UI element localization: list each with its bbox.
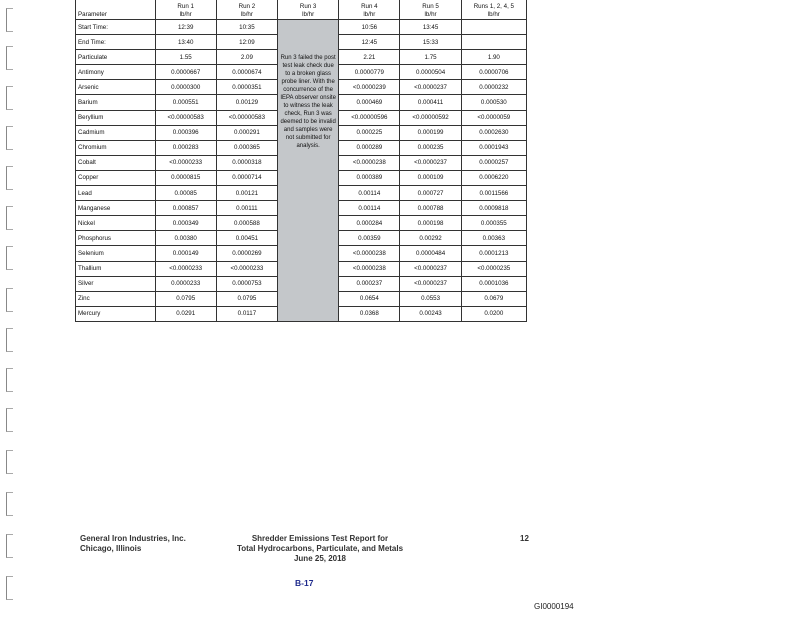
- run-2-cell: 0.000365: [216, 140, 277, 155]
- average-cell: 0.0009818: [461, 201, 526, 216]
- run-5-cell: <0.0000237: [400, 261, 461, 276]
- table-body: [76, 20, 527, 322]
- run-2-cell: 0.00111: [216, 201, 277, 216]
- parameter-cell: Start Time:: [76, 20, 156, 35]
- header-run-3: Run 3 lb/hr: [278, 0, 339, 20]
- run-2-cell: 0.0000351: [216, 80, 277, 95]
- run-4-cell: 0.000289: [339, 140, 400, 155]
- parameter-cell: Copper: [76, 170, 156, 185]
- run-4-cell: 0.000225: [339, 125, 400, 140]
- average-cell: 1.90: [461, 50, 526, 65]
- footer-company-location: Chicago, Illinois: [80, 544, 142, 553]
- run-5-cell: <0.00000592: [400, 110, 461, 125]
- run-2-cell: 0.0117: [216, 306, 277, 321]
- footer-report-date: June 25, 2018: [293, 554, 347, 563]
- run-4-cell: <0.00000596: [339, 110, 400, 125]
- average-cell: [461, 35, 526, 50]
- average-cell: 0.0200: [461, 306, 526, 321]
- run-5-cell: 13:45: [400, 20, 461, 35]
- run-1-cell: <0.00000583: [155, 110, 216, 125]
- average-cell: 0.00363: [461, 231, 526, 246]
- header-run-5: Run 5 lb/hr: [400, 0, 461, 20]
- header-average: Runs 1, 2, 4, 5 lb/hr: [461, 0, 526, 20]
- binder-hole: [6, 450, 13, 474]
- binder-hole: [6, 86, 13, 110]
- average-cell: 0.0000706: [461, 65, 526, 80]
- run-5-cell: 0.000727: [400, 186, 461, 201]
- parameter-cell: Chromium: [76, 140, 156, 155]
- run-5-cell: 0.0553: [400, 291, 461, 306]
- parameter-cell: Antimony: [76, 65, 156, 80]
- run-2-cell: 0.000588: [216, 216, 277, 231]
- run-5-cell: 0.000788: [400, 201, 461, 216]
- run-2-cell: 0.0000674: [216, 65, 277, 80]
- run-1-cell: 0.0291: [155, 306, 216, 321]
- footer-report-title: [220, 534, 420, 564]
- parameter-cell: Beryllium: [76, 110, 156, 125]
- run-5-cell: 0.0000484: [400, 246, 461, 261]
- run-1-cell: <0.0000233: [155, 155, 216, 170]
- average-cell: 0.000355: [461, 216, 526, 231]
- parameter-cell: Phosphorus: [76, 231, 156, 246]
- average-cell: 0.0001213: [461, 246, 526, 261]
- binder-hole: [6, 166, 13, 190]
- run-1-cell: 0.000149: [155, 246, 216, 261]
- parameter-cell: End Time:: [76, 35, 156, 50]
- run-5-cell: 0.000235: [400, 140, 461, 155]
- run-2-cell: 0.0000753: [216, 276, 277, 291]
- average-cell: 0.0002630: [461, 125, 526, 140]
- run-4-cell: 2.21: [339, 50, 400, 65]
- run-1-cell: 0.0000233: [155, 276, 216, 291]
- parameter-cell: Cadmium: [76, 125, 156, 140]
- average-cell: 0.0000257: [461, 155, 526, 170]
- parameter-cell: Manganese: [76, 201, 156, 216]
- run-4-cell: 0.000237: [339, 276, 400, 291]
- parameter-cell: Arsenic: [76, 80, 156, 95]
- run-5-cell: 0.0000504: [400, 65, 461, 80]
- binder-hole: [6, 576, 13, 600]
- header-parameter: Parameter: [76, 0, 156, 20]
- run-2-cell: 10:35: [216, 20, 277, 35]
- run-4-cell: <0.0000238: [339, 261, 400, 276]
- binder-hole: [6, 328, 13, 352]
- run-1-cell: 0.000551: [155, 95, 216, 110]
- parameter-cell: Mercury: [76, 306, 156, 321]
- run-1-cell: 0.0000300: [155, 80, 216, 95]
- run-4-cell: 0.000284: [339, 216, 400, 231]
- run-2-cell: 0.0000318: [216, 155, 277, 170]
- run-4-cell: 0.0654: [339, 291, 400, 306]
- bates-number: GI0000194: [534, 602, 574, 611]
- run-4-cell: 12:45: [339, 35, 400, 50]
- run-1-cell: 0.000349: [155, 216, 216, 231]
- run-2-cell: 0.00121: [216, 186, 277, 201]
- run-4-cell: 0.00114: [339, 201, 400, 216]
- run-1-cell: 1.55: [155, 50, 216, 65]
- binder-hole: [6, 534, 13, 558]
- binder-hole: [6, 368, 13, 392]
- run-5-cell: <0.0000237: [400, 155, 461, 170]
- run-4-cell: 0.000469: [339, 95, 400, 110]
- run-4-cell: 0.00114: [339, 186, 400, 201]
- run-1-cell: 0.00085: [155, 186, 216, 201]
- header-run-1: Run 1 lb/hr: [155, 0, 216, 20]
- run-2-cell: 0.0000714: [216, 170, 277, 185]
- run-4-cell: 0.0000779: [339, 65, 400, 80]
- average-cell: 0.0006220: [461, 170, 526, 185]
- parameter-cell: Silver: [76, 276, 156, 291]
- footer-company: [80, 534, 186, 554]
- footer-report-line: Total Hydrocarbons, Particulate, and Metals: [236, 544, 404, 553]
- binder-hole: [6, 408, 13, 432]
- binder-hole: [6, 46, 13, 70]
- run-5-cell: <0.0000237: [400, 80, 461, 95]
- run-2-cell: 0.000291: [216, 125, 277, 140]
- run-1-cell: 12:39: [155, 20, 216, 35]
- table-header-row: [76, 0, 527, 20]
- run-2-cell: <0.0000233: [216, 261, 277, 276]
- run-1-cell: 0.000283: [155, 140, 216, 155]
- run-1-cell: 0.00380: [155, 231, 216, 246]
- footer-company-name: General Iron Industries, Inc.: [80, 534, 186, 543]
- footer-report-line: Shredder Emissions Test Report for: [251, 534, 389, 543]
- average-cell: <0.0000059: [461, 110, 526, 125]
- run-1-cell: <0.0000233: [155, 261, 216, 276]
- header-run-2: Run 2 lb/hr: [216, 0, 277, 20]
- run-2-cell: 0.00451: [216, 231, 277, 246]
- run-5-cell: 0.00243: [400, 306, 461, 321]
- run-2-cell: <0.00000583: [216, 110, 277, 125]
- average-cell: 0.000530: [461, 95, 526, 110]
- binder-hole: [6, 492, 13, 516]
- average-cell: 0.0001036: [461, 276, 526, 291]
- run-4-cell: 10:56: [339, 20, 400, 35]
- run-5-cell: 0.00292: [400, 231, 461, 246]
- binder-hole: [6, 288, 13, 312]
- average-cell: 0.0001943: [461, 140, 526, 155]
- run-4-cell: 0.0368: [339, 306, 400, 321]
- run-4-cell: <0.0000238: [339, 246, 400, 261]
- parameter-cell: Thallium: [76, 261, 156, 276]
- average-cell: [461, 20, 526, 35]
- average-cell: 0.0000232: [461, 80, 526, 95]
- run-5-cell: 0.000411: [400, 95, 461, 110]
- binder-hole: [6, 8, 13, 32]
- run-2-cell: 12:09: [216, 35, 277, 50]
- run-4-cell: 0.00359: [339, 231, 400, 246]
- binder-hole-strip: [6, 0, 20, 618]
- parameter-cell: Cobalt: [76, 155, 156, 170]
- binder-hole: [6, 126, 13, 150]
- run-1-cell: 0.0000815: [155, 170, 216, 185]
- run-4-cell: 0.000389: [339, 170, 400, 185]
- page-number: 12: [520, 534, 529, 543]
- run-1-cell: 0.000857: [155, 201, 216, 216]
- run-1-cell: 0.000396: [155, 125, 216, 140]
- run-5-cell: 0.000199: [400, 125, 461, 140]
- run-1-cell: 0.0795: [155, 291, 216, 306]
- average-cell: <0.0000235: [461, 261, 526, 276]
- run-2-cell: 0.0795: [216, 291, 277, 306]
- run-2-cell: 2.09: [216, 50, 277, 65]
- run-5-cell: 1.75: [400, 50, 461, 65]
- header-run-4: Run 4 lb/hr: [339, 0, 400, 20]
- run-3-invalid-note: Run 3 failed the post test leak check due to a broken glass probe liner. With the concurrence of the IEPA observer onsite to witness the leak check, Run 3 was deemed to be invalid and samples were not submitted for analysis.: [278, 20, 339, 322]
- binder-hole: [6, 206, 13, 230]
- parameter-cell: Barium: [76, 95, 156, 110]
- average-cell: 0.0011566: [461, 186, 526, 201]
- run-4-cell: <0.0000238: [339, 155, 400, 170]
- parameter-cell: Lead: [76, 186, 156, 201]
- parameter-cell: Nickel: [76, 216, 156, 231]
- run-1-cell: 13:40: [155, 35, 216, 50]
- run-1-cell: 0.0000667: [155, 65, 216, 80]
- emissions-table: [75, 0, 527, 322]
- parameter-cell: Zinc: [76, 291, 156, 306]
- run-5-cell: <0.0000237: [400, 276, 461, 291]
- parameter-cell: Selenium: [76, 246, 156, 261]
- binder-hole: [6, 246, 13, 270]
- run-5-cell: 0.000198: [400, 216, 461, 231]
- average-cell: 0.0679: [461, 291, 526, 306]
- run-2-cell: 0.0000269: [216, 246, 277, 261]
- appendix-page-number: B-17: [295, 578, 314, 588]
- run-5-cell: 0.000109: [400, 170, 461, 185]
- run-4-cell: <0.0000239: [339, 80, 400, 95]
- run-5-cell: 15:33: [400, 35, 461, 50]
- parameter-cell: Particulate: [76, 50, 156, 65]
- run-2-cell: 0.00129: [216, 95, 277, 110]
- table-row: [76, 20, 527, 35]
